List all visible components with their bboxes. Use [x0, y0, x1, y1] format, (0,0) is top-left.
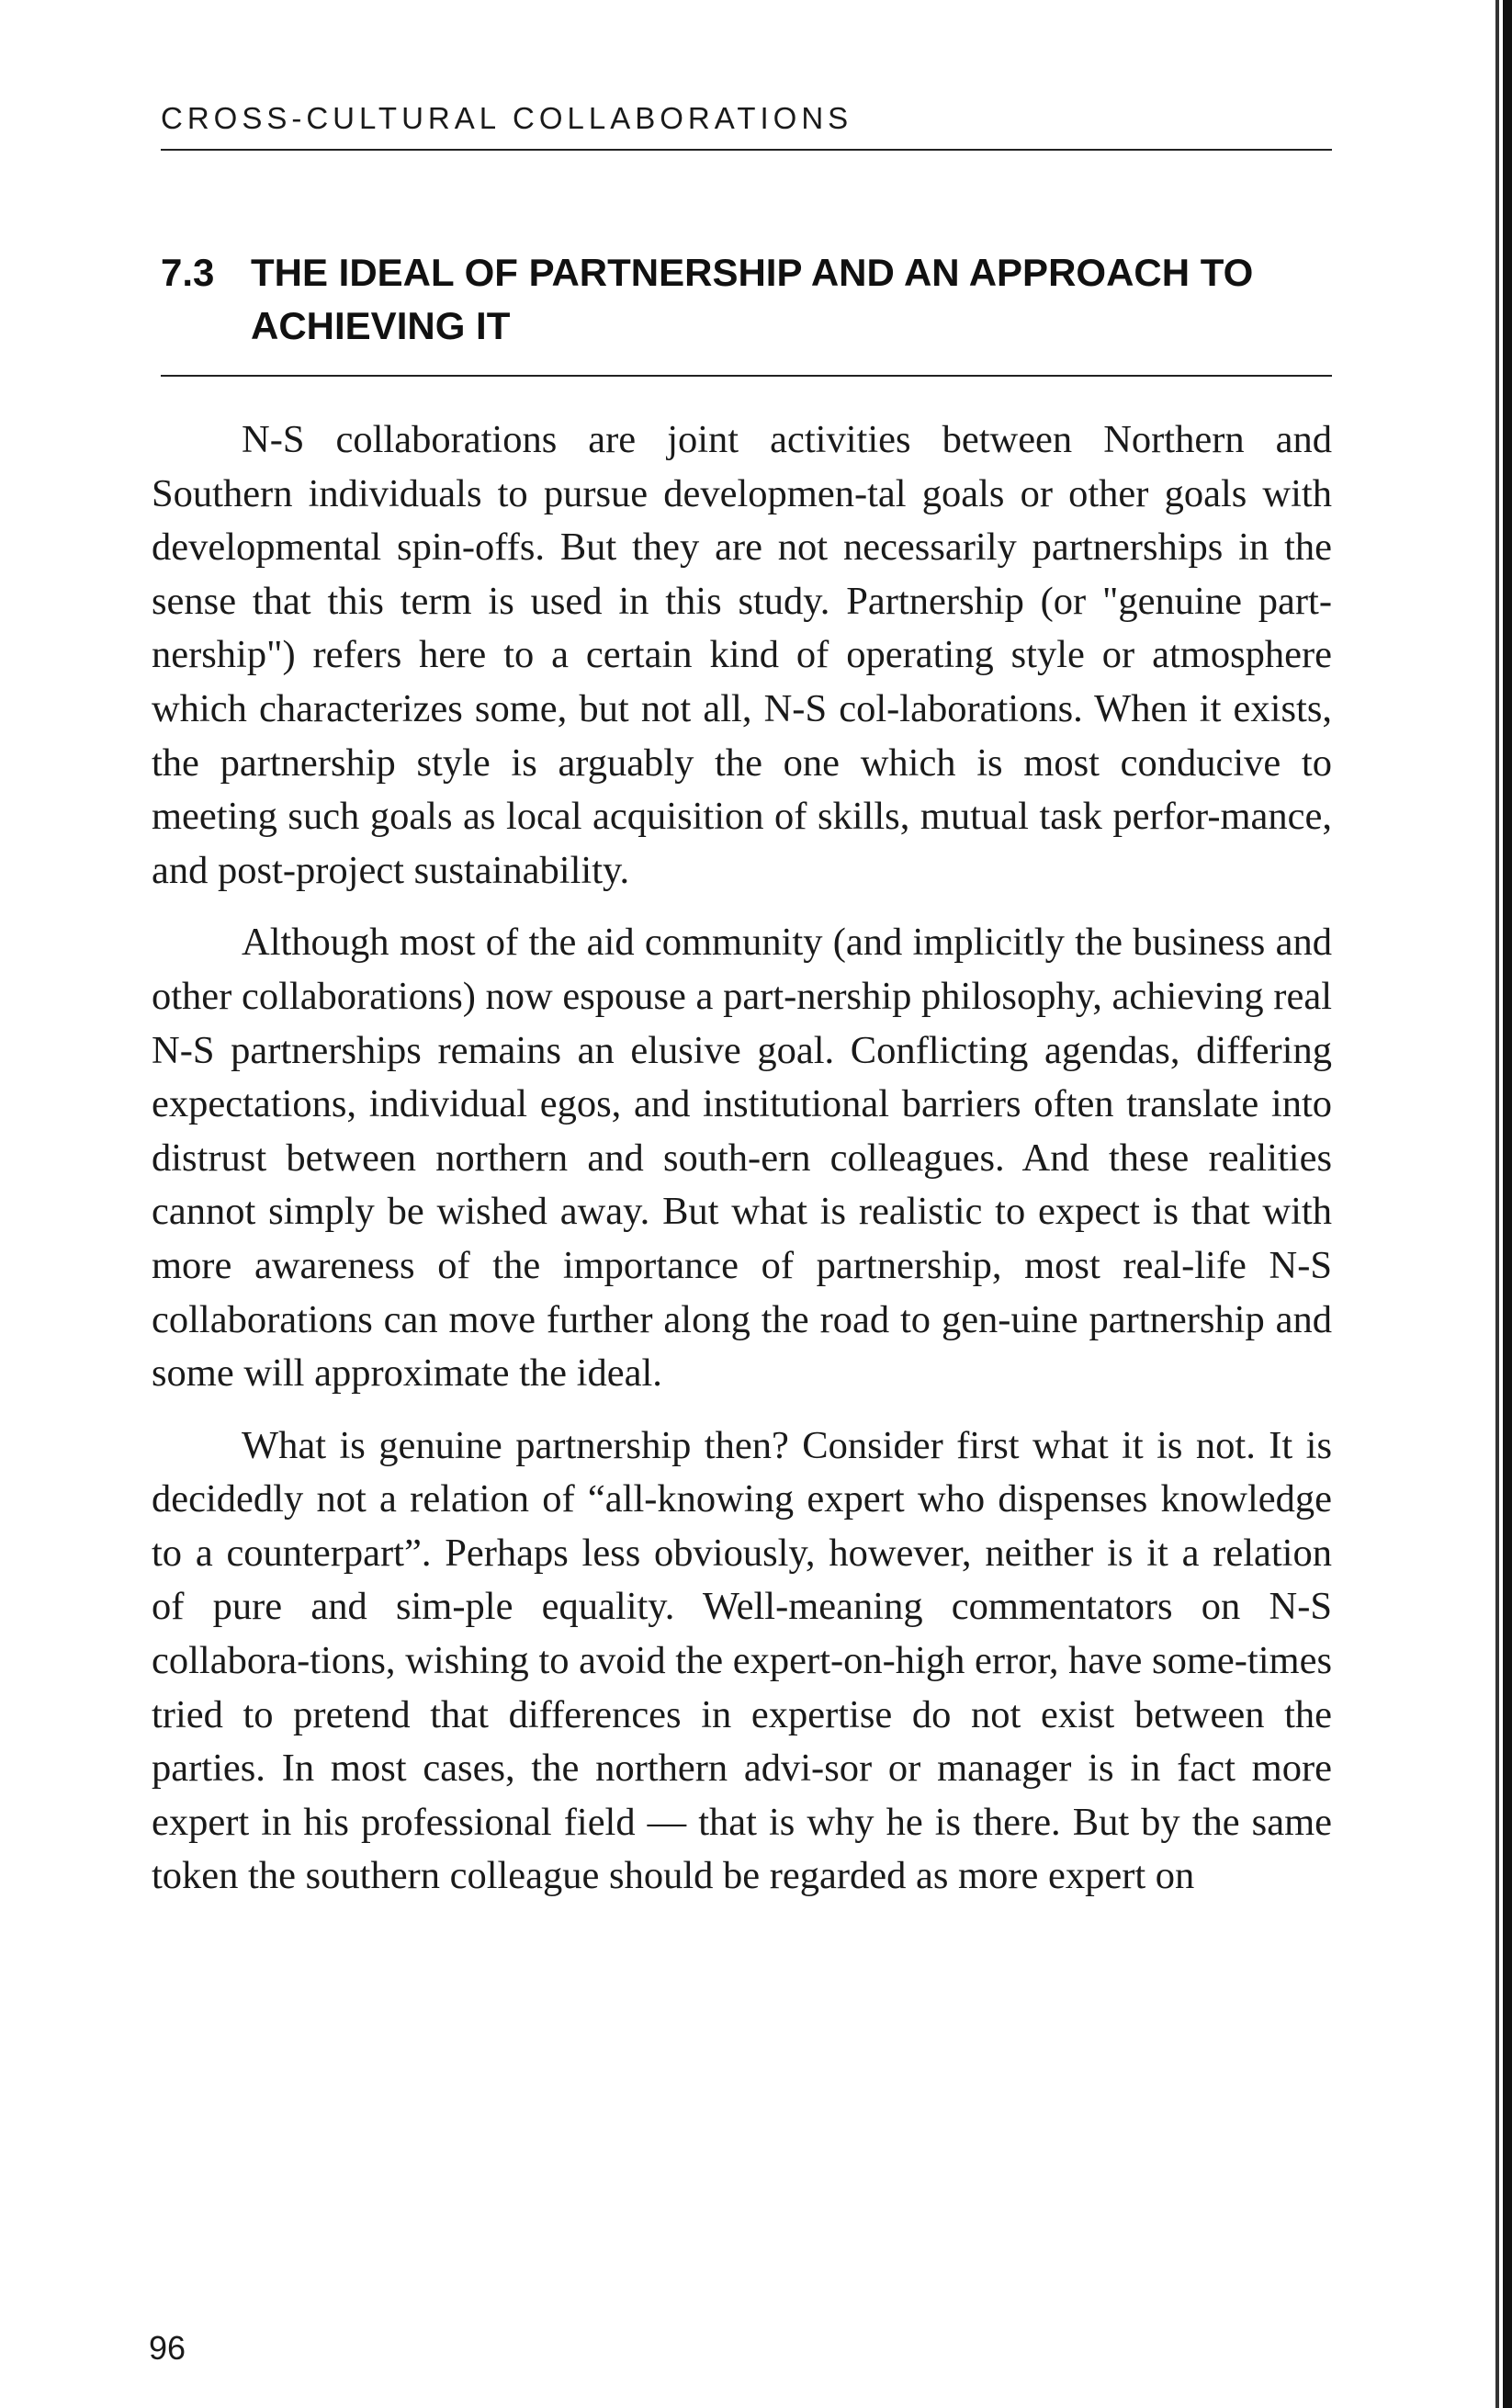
section-number: 7.3	[161, 251, 215, 294]
page	[152, 101, 1332, 1922]
section-title: THE IDEAL OF PARTNERSHIP AND AN APPROACH TO ACHIEVING IT	[251, 251, 1254, 347]
paragraph-1: N-S collaborations are joint activities between Northern and Southern individuals to pursue developmen-tal goals or other goals with developmental spin-offs. But they are not necessarily partnerships in the sense that this term is used in this study. Partnership (or "genuine part-nership") refers here to a certain kind of operating style or atmosphere which characterizes some, but not all, N-S col-laborations. When it exists, the partnership style is arguably the one which is most conducive to meeting such goals as local acquisition of skills, mutual task perfor-mance, and post-project sustainability.	[152, 418, 1332, 892]
scan-edge	[1503, 0, 1512, 2408]
body-text	[152, 413, 1332, 1904]
paragraph-3: What is genuine partnership then? Consider first what it is not. It is decidedly not a relation of “all-knowing expert who dispenses knowledge to a counterpart”. Perhaps less obviously, however, neither is it a relation of pure and sim-ple equality. Well-meaning commentators on N-S collabora-tions, wishing to avoid the expert-on-high error, have some-times tried to pretend that differences in expertise do not exist between the parties. In most cases, the northern advi-sor or manager is in fact more expert in his professional field — that is why he is there. But by the same token the southern colleague should be regarded as more expert on	[152, 1423, 1332, 1898]
running-head: CROSS-CULTURAL COLLABORATIONS	[161, 101, 1332, 151]
scan-edge-shadow	[1495, 0, 1499, 2408]
paragraph-2: Although most of the aid community (and implicitly the business and other collaborations) now espouse a part-nership philosophy, achieving real N-S partnerships remains an elusive goal. Conflicting agendas, differing expectations, individual egos, and institutional barriers often translate into distrust between northern and south-ern colleagues. And these realities cannot simply be wished away. But what is realistic to expect is that with more awareness of the importance of partnership, most real-life N-S collaborations can move further along the road to gen-uine partnership and some will approximate the ideal.	[152, 921, 1332, 1396]
page-number: 96	[149, 2329, 186, 2367]
section-heading	[161, 246, 1332, 377]
